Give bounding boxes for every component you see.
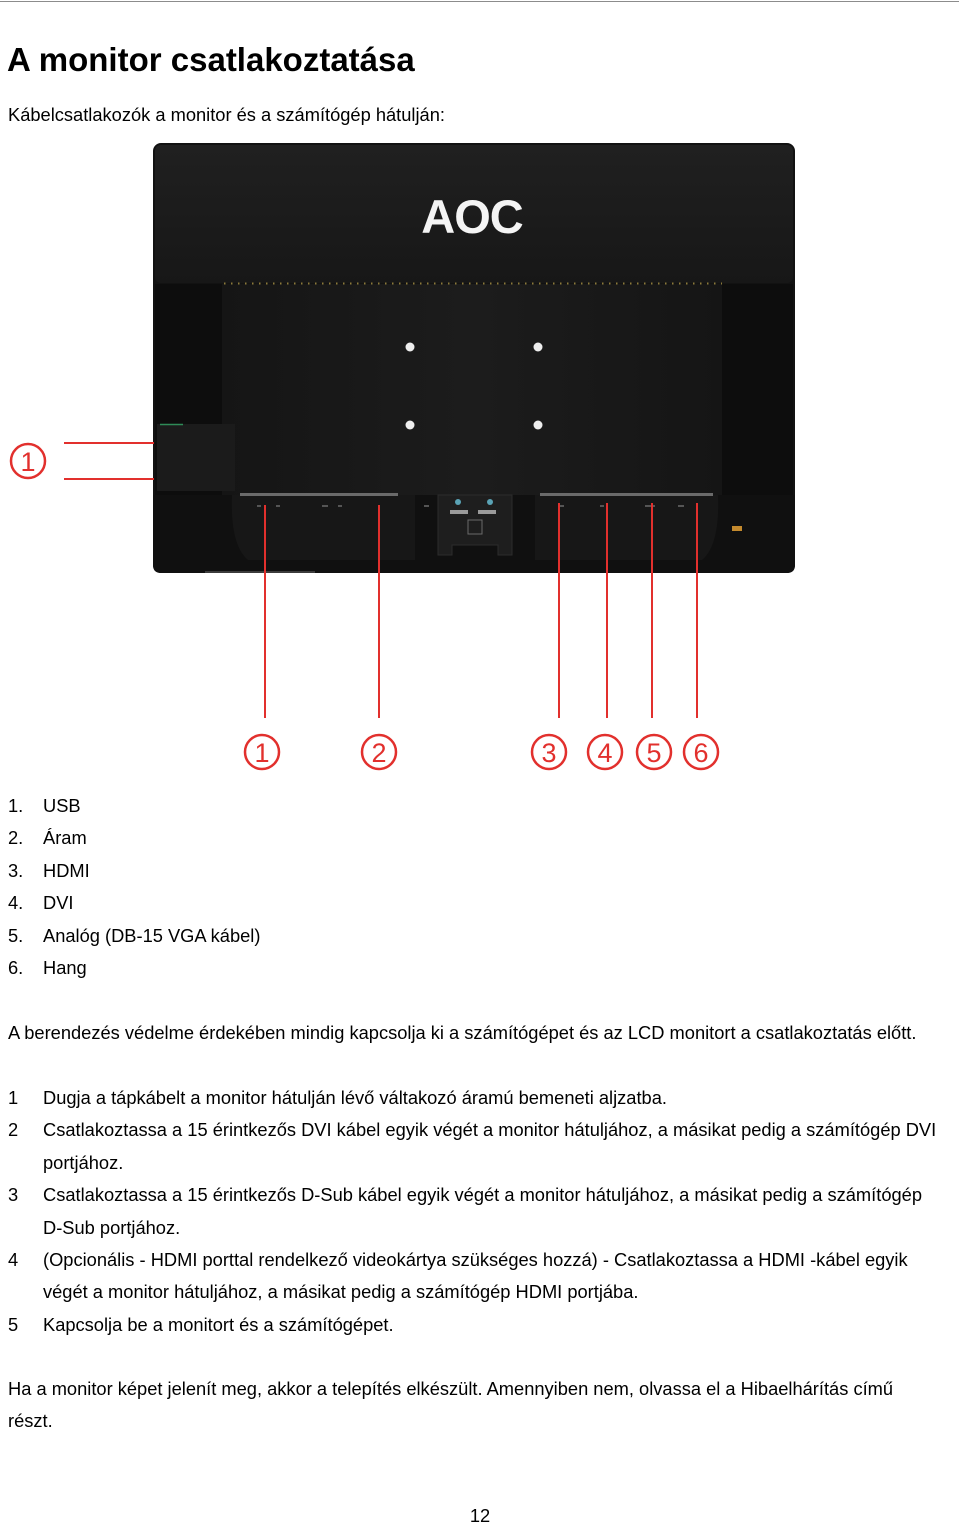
list-item <box>8 887 260 919</box>
usb-module <box>157 424 235 491</box>
step-line: Dugja a tápkábelt a monitor hátulján lévő váltakozó áramú bemeneti aljzatba. <box>43 1087 667 1108</box>
connector-list <box>8 790 260 984</box>
list-item <box>8 822 260 854</box>
closing-line: Ha a monitor képet jelenít meg, akkor a telepítés elkészült. Amennyiben nem, olvassa el a Hibaelhárítás című <box>8 1378 894 1399</box>
step-line: portjához. <box>43 1151 124 1173</box>
list-item <box>8 790 260 822</box>
list-item <box>8 855 260 887</box>
callout-label-3: 3 <box>541 738 557 768</box>
step-item <box>8 1114 936 1179</box>
step-number: 1 <box>8 1087 19 1108</box>
closing-paragraph <box>8 1373 893 1438</box>
callout-label-4: 4 <box>597 738 613 768</box>
step-item <box>8 1244 936 1309</box>
step-text <box>43 1114 936 1179</box>
list-item-number: 4. <box>8 892 24 914</box>
callout-label-2: 2 <box>371 738 387 768</box>
step-text <box>43 1082 667 1114</box>
callout-label-1: 1 <box>254 738 270 768</box>
step-line: Kapcsolja be a monitort és a számítógépet. <box>43 1313 394 1335</box>
page-number: 12 <box>469 1505 491 1524</box>
step-text <box>43 1179 922 1244</box>
step-line: Csatlakoztassa a 15 érintkezős DVI kábel egyik végét a monitor hátuljához, a másikat pedig a számítógép DVI <box>43 1119 937 1141</box>
list-item-number: 5. <box>8 924 24 946</box>
step-list <box>8 1082 936 1341</box>
step-number: 2 <box>8 1119 19 1141</box>
list-item-label: Analóg (DB-15 VGA kábel) <box>43 924 261 946</box>
list-item <box>8 952 260 984</box>
list-item-number: 3. <box>8 859 24 881</box>
callout-left-label: 1 <box>20 447 36 477</box>
safety-warning: A berendezés védelme érdekében mindig kapcsolja ki a számítógépet és az LCD monitort a csatlakoztatás előtt. <box>8 1022 917 1043</box>
step-number: 4 <box>8 1249 19 1271</box>
step-item <box>8 1179 936 1244</box>
list-item-label: DVI <box>43 892 74 914</box>
closing-line: részt. <box>8 1410 53 1432</box>
step-number: 5 <box>8 1313 19 1335</box>
list-item-label: USB <box>43 795 81 816</box>
aoc-logo: AOC <box>421 190 523 243</box>
step-item <box>8 1309 936 1341</box>
step-text <box>43 1309 394 1341</box>
callout-left-1 <box>11 443 154 479</box>
callout-label-5: 5 <box>646 738 662 768</box>
list-item-number: 1. <box>8 795 24 816</box>
list-item-number: 2. <box>8 827 24 849</box>
list-item-label: HDMI <box>43 859 90 881</box>
list-item-label: Hang <box>43 957 87 979</box>
step-line: Csatlakoztassa a 15 érintkezős D-Sub kábel egyik végét a monitor hátuljához, a másikat pedig a számítógép <box>43 1184 922 1206</box>
page-title: A monitor csatlakoztatása <box>7 41 415 78</box>
list-item-number: 6. <box>8 957 24 979</box>
step-line: végét a monitor hátuljához, a másikat pedig a számítógép HDMI portjába. <box>43 1281 639 1303</box>
step-line: D-Sub portjához. <box>43 1216 181 1238</box>
step-item <box>8 1082 936 1114</box>
step-number: 3 <box>8 1184 19 1206</box>
step-line: (Opcionális - HDMI porttal rendelkező videokártya szükséges hozzá) - Csatlakoztassa a HDMI -kábel egyik <box>43 1249 908 1271</box>
step-text <box>43 1244 908 1309</box>
connector-panel <box>153 493 795 573</box>
figure-intro: Kábelcsatlakozók a monitor és a számítógép hátulján: <box>8 104 445 125</box>
list-item-label: Áram <box>43 827 87 849</box>
callout-label-6: 6 <box>693 738 709 768</box>
list-item <box>8 920 260 952</box>
